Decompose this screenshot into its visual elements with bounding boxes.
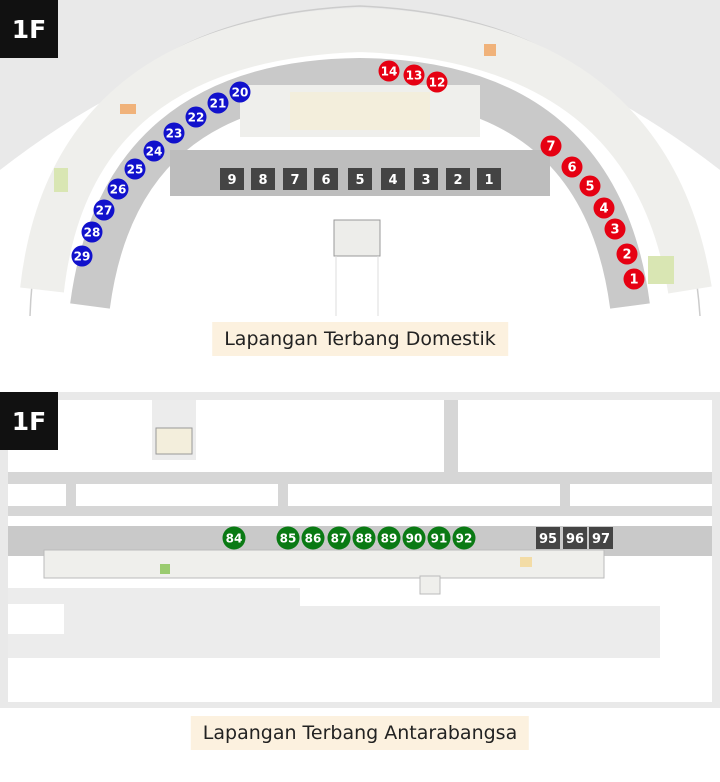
remote-gate-4-marker[interactable] <box>381 168 405 190</box>
remote-gate-3-marker[interactable] <box>414 168 438 190</box>
gate-label: 87 <box>330 531 348 546</box>
gate-92-marker[interactable] <box>453 527 476 550</box>
remote-gate-1-marker[interactable] <box>477 168 501 190</box>
floor-badge: 1F <box>0 0 58 58</box>
gate-24-marker[interactable] <box>144 141 165 162</box>
gate-27-marker[interactable] <box>94 200 115 221</box>
gate-label: 4 <box>599 201 609 217</box>
gate-label: 8 <box>258 173 268 188</box>
gate-23-marker[interactable] <box>164 123 185 144</box>
gate-label: 29 <box>73 249 91 264</box>
domestic-caption: Lapangan Terbang Domestik <box>212 322 508 356</box>
gate-26-marker[interactable] <box>108 179 129 200</box>
gate-label: 28 <box>83 225 101 240</box>
gate-85-marker[interactable] <box>277 527 300 550</box>
domestic-map-panel <box>0 0 720 316</box>
gate-label: 25 <box>126 162 144 177</box>
gate-7-marker[interactable] <box>541 136 562 157</box>
gate-label: 86 <box>304 531 322 546</box>
gate-89-marker[interactable] <box>378 527 401 550</box>
gate-14-marker[interactable] <box>379 61 400 82</box>
gate-label: 4 <box>388 173 398 188</box>
gate-label: 1 <box>484 173 494 188</box>
gate-86-marker[interactable] <box>302 527 325 550</box>
gate-label: 92 <box>455 531 473 546</box>
gate-label: 3 <box>421 173 431 188</box>
international-map <box>0 392 720 708</box>
gate-label: 12 <box>428 75 446 90</box>
gate-label: 23 <box>165 126 183 141</box>
small-building <box>156 428 192 454</box>
floor-badge: 1F <box>0 392 58 450</box>
gate-28-marker[interactable] <box>82 222 103 243</box>
gate-label: 84 <box>225 531 243 546</box>
remote-gate-2-marker[interactable] <box>446 168 470 190</box>
gate-91-marker[interactable] <box>428 527 451 550</box>
remote-gate-7-marker[interactable] <box>283 168 307 190</box>
remote-gate-9-marker[interactable] <box>220 168 244 190</box>
gate-22-marker[interactable] <box>186 107 207 128</box>
gate-label: 2 <box>453 173 463 188</box>
gate-25-marker[interactable] <box>125 159 146 180</box>
gate-label: 85 <box>279 531 297 546</box>
gate-label: 88 <box>355 531 373 546</box>
gate-label: 6 <box>321 173 331 188</box>
remote-gate-96-marker[interactable] <box>563 527 587 549</box>
gate-1-marker[interactable] <box>624 269 645 290</box>
gate-label: 21 <box>209 96 227 111</box>
gate-label: 90 <box>405 531 423 546</box>
remote-gate-8-marker[interactable] <box>251 168 275 190</box>
central-building <box>334 220 380 256</box>
gate-29-marker[interactable] <box>72 246 93 267</box>
gate-label: 24 <box>145 144 163 159</box>
gate-label: 27 <box>95 203 113 218</box>
remote-gate-95-marker[interactable] <box>536 527 560 549</box>
gate-90-marker[interactable] <box>403 527 426 550</box>
gate-label: 1 <box>629 272 639 288</box>
gate-20-marker[interactable] <box>230 82 251 103</box>
gate-label: 5 <box>585 179 595 195</box>
gate-label: 9 <box>227 173 237 188</box>
gate-label: 14 <box>380 64 398 79</box>
gate-87-marker[interactable] <box>328 527 351 550</box>
remote-gate-5-marker[interactable] <box>348 168 372 190</box>
gate-label: 95 <box>538 532 558 547</box>
gate-2-marker[interactable] <box>617 244 638 265</box>
gate-12-marker[interactable] <box>427 72 448 93</box>
international-map-panel <box>0 392 720 708</box>
remote-gate-97-marker[interactable] <box>589 527 613 549</box>
gate-84-marker[interactable] <box>223 527 246 550</box>
gate-label: 89 <box>380 531 398 546</box>
gate-5-marker[interactable] <box>580 176 601 197</box>
gate-21-marker[interactable] <box>208 93 229 114</box>
gate-label: 7 <box>290 173 300 188</box>
gate-label: 22 <box>187 110 205 125</box>
gate-label: 13 <box>405 68 423 83</box>
gate-13-marker[interactable] <box>404 65 425 86</box>
gate-label: 97 <box>591 532 611 547</box>
gate-6-marker[interactable] <box>562 157 583 178</box>
gate-label: 26 <box>109 182 127 197</box>
gate-label: 3 <box>610 222 620 238</box>
domestic-map <box>0 0 720 316</box>
gate-label: 2 <box>622 247 632 263</box>
gate-label: 7 <box>546 139 556 155</box>
remote-gate-6-marker[interactable] <box>314 168 338 190</box>
gate-4-marker[interactable] <box>594 198 615 219</box>
gate-label: 5 <box>355 173 365 188</box>
gate-label: 20 <box>231 85 249 100</box>
gate-label: 96 <box>565 532 585 547</box>
gate-label: 91 <box>430 531 448 546</box>
gate-88-marker[interactable] <box>353 527 376 550</box>
gate-label: 6 <box>567 160 577 176</box>
gate-3-marker[interactable] <box>605 219 626 240</box>
international-caption: Lapangan Terbang Antarabangsa <box>191 716 529 750</box>
